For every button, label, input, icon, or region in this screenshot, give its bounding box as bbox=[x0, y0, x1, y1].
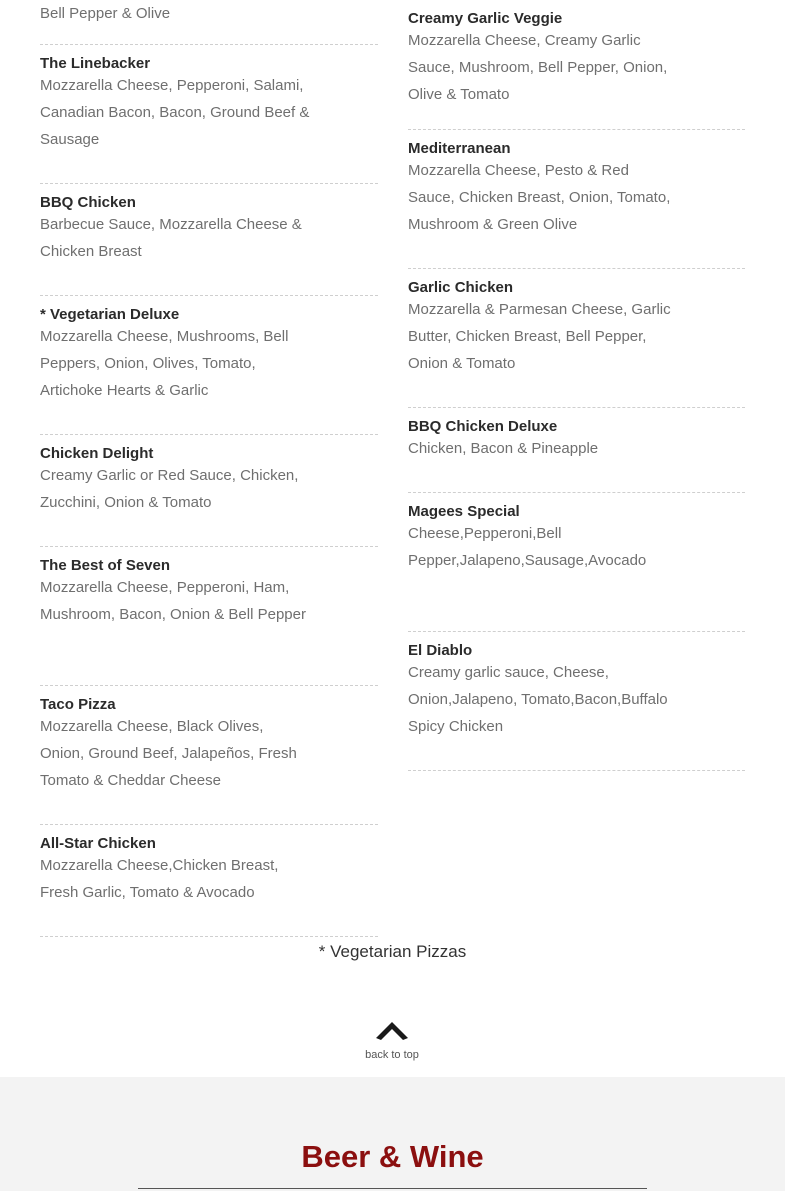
chevron-up-icon bbox=[342, 1018, 442, 1042]
menu-item-name: Chicken Delight bbox=[40, 445, 154, 462]
menu-item-name: The Best of Seven bbox=[40, 557, 171, 574]
menu-item-description: Bell Pepper & Olive bbox=[40, 5, 171, 22]
menu-item-description: Mozzarella Cheese, Pesto & Red Sauce, Chicken Breast, Onion, Tomato, Mushroom & Green Olive bbox=[408, 162, 671, 233]
menu-item-description: Creamy Garlic or Red Sauce, Chicken, Zucchini, Onion & Tomato bbox=[40, 467, 299, 511]
menu-item bbox=[408, 493, 745, 632]
menu-item-description: Barbecue Sauce, Mozzarella Cheese & Chicken Breast bbox=[40, 216, 302, 260]
menu-item bbox=[40, 0, 378, 45]
menu-item bbox=[408, 130, 745, 269]
section-divider bbox=[138, 1188, 647, 1189]
vegetarian-footnote: * Vegetarian Pizzas bbox=[318, 942, 467, 961]
back-to-top-link[interactable] bbox=[342, 1018, 442, 1066]
menu-item bbox=[40, 45, 378, 184]
menu-item bbox=[40, 686, 378, 825]
menu-item bbox=[408, 0, 745, 130]
menu-item-description: Mozzarella Cheese, Mushrooms, Bell Peppers, Onion, Olives, Tomato, Artichoke Hearts & Garlic bbox=[40, 328, 289, 399]
menu-item-name: * Vegetarian Deluxe bbox=[40, 306, 180, 323]
beer-wine-section bbox=[0, 1077, 785, 1191]
menu-item-name: Garlic Chicken bbox=[408, 279, 514, 296]
menu-column-right bbox=[408, 0, 745, 771]
menu-item bbox=[40, 547, 378, 686]
menu-item bbox=[408, 632, 745, 771]
menu-column-left bbox=[40, 0, 378, 937]
menu-item bbox=[40, 296, 378, 435]
menu-item-description: Chicken, Bacon & Pineapple bbox=[408, 440, 599, 457]
menu-item-name: Taco Pizza bbox=[40, 696, 116, 713]
menu-item-description: Mozzarella Cheese, Black Olives, Onion, Ground Beef, Jalapeños, Fresh Tomato & Cheddar Cheese bbox=[40, 718, 297, 789]
back-to-top-label: back to top bbox=[365, 1049, 419, 1061]
menu-item bbox=[40, 184, 378, 296]
menu-item-description: Mozzarella Cheese, Pepperoni, Ham, Mushroom, Bacon, Onion & Bell Pepper bbox=[40, 579, 306, 623]
menu-item bbox=[408, 269, 745, 408]
menu-item-name: Magees Special bbox=[408, 503, 520, 520]
menu-item bbox=[40, 435, 378, 547]
menu-item-description: Mozzarella Cheese,Chicken Breast, Fresh Garlic, Tomato & Avocado bbox=[40, 857, 279, 901]
menu-item-description: Mozzarella & Parmesan Cheese, Garlic Butter, Chicken Breast, Bell Pepper, Onion & Tomato bbox=[408, 301, 671, 372]
menu-item-name: All-Star Chicken bbox=[40, 835, 156, 852]
menu-item-description: Mozzarella Cheese, Creamy Garlic Sauce, Mushroom, Bell Pepper, Onion, Olive & Tomato bbox=[408, 32, 668, 103]
menu-item-name: El Diablo bbox=[408, 642, 473, 659]
menu-item-description: Creamy garlic sauce, Cheese, Onion,Jalapeno, Tomato,Bacon,Buffalo Spicy Chicken bbox=[408, 664, 668, 735]
menu-item-name: The Linebacker bbox=[40, 55, 151, 72]
menu-item-description: Cheese,Pepperoni,Bell Pepper,Jalapeno,Sausage,Avocado bbox=[408, 525, 647, 569]
menu-item-name: BBQ Chicken Deluxe bbox=[408, 418, 558, 435]
menu-item-name: Creamy Garlic Veggie bbox=[408, 10, 563, 27]
menu-item-name: BBQ Chicken bbox=[40, 194, 136, 211]
menu-item bbox=[40, 825, 378, 937]
menu-item bbox=[408, 408, 745, 493]
menu-item-description: Mozzarella Cheese, Pepperoni, Salami, Canadian Bacon, Bacon, Ground Beef & Sausage bbox=[40, 77, 310, 148]
section-title: Beer & Wine bbox=[301, 1139, 484, 1174]
menu-item-name: Mediterranean bbox=[408, 140, 511, 157]
